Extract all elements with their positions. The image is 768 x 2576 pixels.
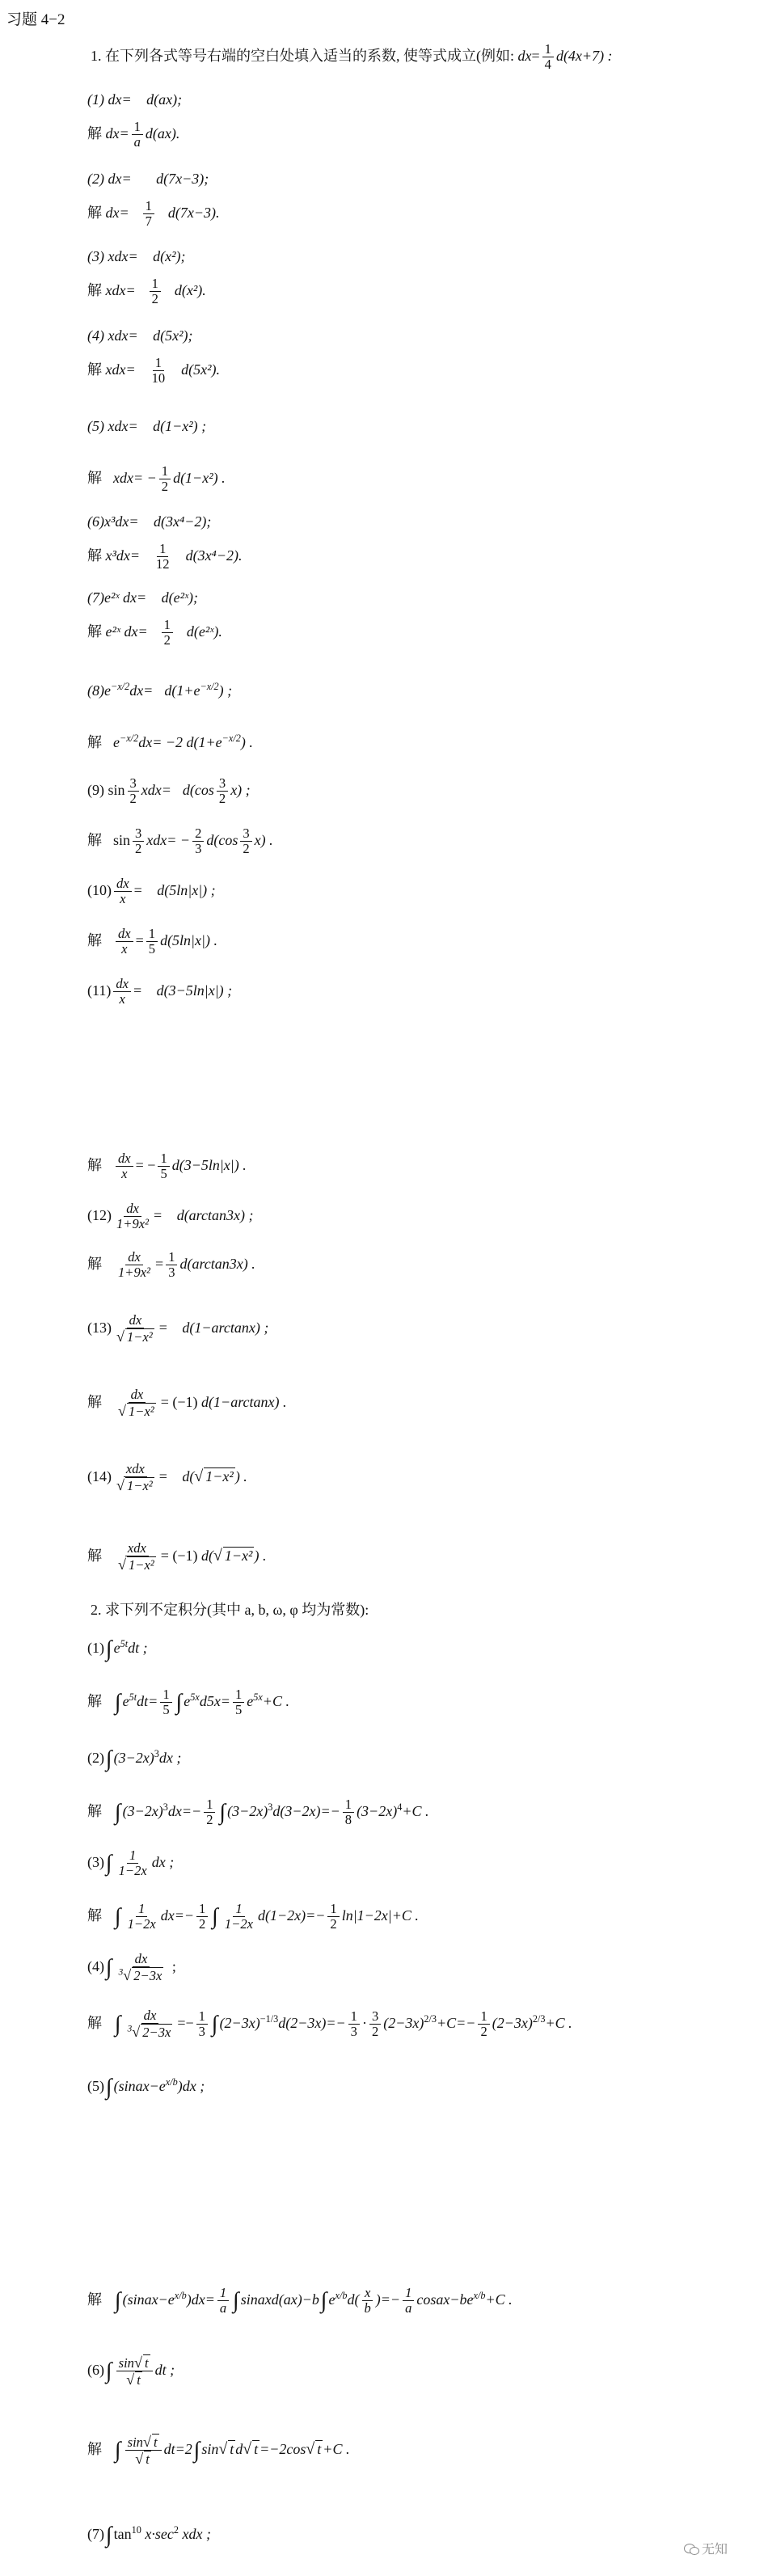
problem1-solution-14: 解 $\frac{\text{xdx}}{\text{√ 1−x²}}$ = (−1) d(√ 1−x² ) .: [87, 1540, 267, 1573]
page-title: 习题 4−2: [6, 11, 65, 28]
intro-example-rhs: d(4x+7) :: [555, 47, 613, 64]
problem1-item-2: (2) dx= d(7x−3);: [87, 171, 209, 187]
problem1-item-4: (4) xdx= d(5x²);: [87, 327, 193, 344]
problem1-item-13: (13) $\frac{dx}{\text{√ 1−x²}}$ = d(1−arctanx) ;: [87, 1312, 269, 1345]
problem1-solution-3: 解 xdx= $\frac{1}{2}$ d(x²).: [87, 276, 206, 307]
problem2-item-4: (4)∫ $\frac{dx}{^3√ 2-3x}$ ;: [87, 1951, 176, 1984]
problem1-intro-text: 1. 在下列各式等号右端的空白处填入适当的系数, 使等式成立(例如:: [91, 47, 518, 64]
intro-example-fraction: $\frac{1}{4}$: [542, 42, 554, 72]
problem1-item-6: (6)x³dx= d(3x⁴−2);: [87, 513, 212, 530]
problem1-item-10: (10) $\frac{dx}{x}$ = d(5ln|x|) ;: [87, 876, 216, 907]
problem1-item-12: (12) $\frac{dx}{\text{1+9x²}}$ = d(arctan3x) ;: [87, 1201, 254, 1232]
problem1-item-8: $(8)e^{-x/2}dx= d(1+e^{-x/2})$ ;: [87, 681, 233, 699]
problem2-solution-5: 解 ∫ $(sinax-e^{x/b})dx=$ $\frac{1}{a}$ ∫ sinaxd(ax)−b∫ $e^{x/b}d$( $\frac{x}{b}$ )=− $\frac{1}{a}$ $cosax-be^{x/b}+C$ .: [87, 2285, 513, 2316]
problem2-item-7: (7)∫ $\tan^{10} x\cdot\sec^2$ xdx ;: [87, 2522, 211, 2548]
problem2-solution-3: 解 ∫ $\frac{1}{1-2x}$ dx=− $\frac{1}{2}$ ∫ $\frac{1}{1-2x}$ d(1−2x)=− $\frac{1}{2}$ ln|1−2x|+C .: [87, 1901, 419, 1932]
problem1-item-7: (7)e²ˣ dx= d(e²ˣ);: [87, 589, 199, 606]
problem1-item-1: (1) dx= d(ax);: [87, 91, 183, 108]
wechat-icon: [684, 2542, 698, 2555]
intro-example-lhs: dx: [517, 47, 532, 64]
problem1-solution-12: 解 $\frac{dx}{\text{1+9x²}}$ = $\frac{1}{3}$ d(arctan3x) .: [87, 1249, 255, 1281]
problem1-item-5: (5) xdx= d(1−x²) ;: [87, 418, 207, 434]
problem1-solution-9: 解 sin $\frac{3}{2}$ xdx= − $\frac{2}{3}$ d(cos $\frac{3}{2}$ x) .: [87, 826, 273, 857]
problem2-solution-2: 解 ∫ $(3-2x)^3dx=-$ $\frac{1}{2}$ ∫ $(3-2x)^3d(3-2x)=-$ $\frac{1}{8}$ $(3-2x)^4+C$ .: [87, 1797, 429, 1828]
problem1-solution-1: 解 dx= $\frac{1}{a}$ d(ax).: [87, 119, 180, 150]
problem1-item-11: (11) $\frac{dx}{x}$ = d(3−5ln|x|) ;: [87, 976, 233, 1007]
problem1-solution-4: 解 xdx= $\frac{1}{10}$ d(5x²).: [87, 355, 221, 386]
problem1-solution-10: 解 $\frac{dx}{x}$ = $\frac{1}{5}$ d(5ln|x|) .: [87, 926, 217, 957]
problem1-solution-8: 解 $e^{-x/2}dx= -2$ $d(1+e^{-x/2})$ .: [87, 733, 253, 750]
problem1-solution-6: 解 x³dx= $\frac{1}{12}$ d(3x⁴−2).: [87, 541, 243, 572]
problem1-item-3: (3) xdx= d(x²);: [87, 248, 186, 264]
problem1-solution-13: 解 $\frac{dx}{\text{√ 1−x²}}$ = (−1) d(1−arctanx) .: [87, 1387, 287, 1420]
problem2-item-5: (5)∫ $(sinax-e^{x/b})dx$ ;: [87, 2074, 205, 2100]
problem1-solution-11: 解 $\frac{dx}{x}$ = − $\frac{1}{5}$ d(3−5ln|x|) .: [87, 1151, 247, 1182]
problem2-item-3: (3)∫ $\frac{1}{1-2x}$ dx ;: [87, 1848, 175, 1879]
problem1-solution-5: 解 xdx= − $\frac{1}{2}$ d(1−x²) .: [87, 463, 226, 495]
watermark-text: 无知: [702, 2541, 728, 2557]
problem1-solution-2: 解 dx= $\frac{1}{7}$ d(7x−3).: [87, 198, 220, 230]
problem2-item-2: (2)∫ $(3-2x)^3dx$ ;: [87, 1746, 182, 1772]
problem2-item-1: (1)∫ $e^{5t}dt$ ;: [87, 1636, 148, 1662]
problem1-intro: 1. 在下列各式等号右端的空白处填入适当的系数, 使等式成立(例如: dx= $\frac{1}{4}$ d(4x+7) :: [91, 41, 613, 73]
watermark: [684, 2539, 728, 2557]
problem2-intro: 2. 求下列不定积分(其中 a, b, ω, φ 均为常数):: [91, 1602, 369, 1618]
problem1-item-9: (9) sin $\frac{3}{2}$ xdx= d(cos $\frac{3}{2}$ x) ;: [87, 775, 251, 807]
problem2-solution-6: 解 ∫ $\frac{\sin√ t}{√ t}$ dt=2∫ sin√ t d√ t =−2cos√ t +C .: [87, 2434, 350, 2468]
problem1-item-14: (14) $\frac{\text{xdx}}{\text{√ 1−x²}}$ = d(√ 1−x² ) .: [87, 1461, 247, 1494]
problem1-solution-7: 解 e²ˣ dx= $\frac{1}{2}$ d(e²ˣ).: [87, 617, 222, 648]
problem2-solution-4: 解 ∫ $\frac{dx}{^3√ 2-3x}$ =− $\frac{1}{3}$ ∫ $(2-3x)^{-1/3}d(2-3x)=-$ $\frac{1}{3}$ · $\frac{3}{2}$ $(2-3x)^{2/3}+C=-$ $\frac{1}{2}$ $(2-3x)^{2/3}+C$ .: [87, 2008, 572, 2041]
problem2-item-6: (6)∫ $\frac{\sin√ t}{√ t}$ dt ;: [87, 2354, 175, 2388]
problem2-solution-1: 解 ∫ $e^{5t}dt=$ $\frac{1}{5}$ ∫ $e^{5x}d5x=$ $\frac{1}{5}$ $e^{5x}+C$ .: [87, 1687, 289, 1718]
